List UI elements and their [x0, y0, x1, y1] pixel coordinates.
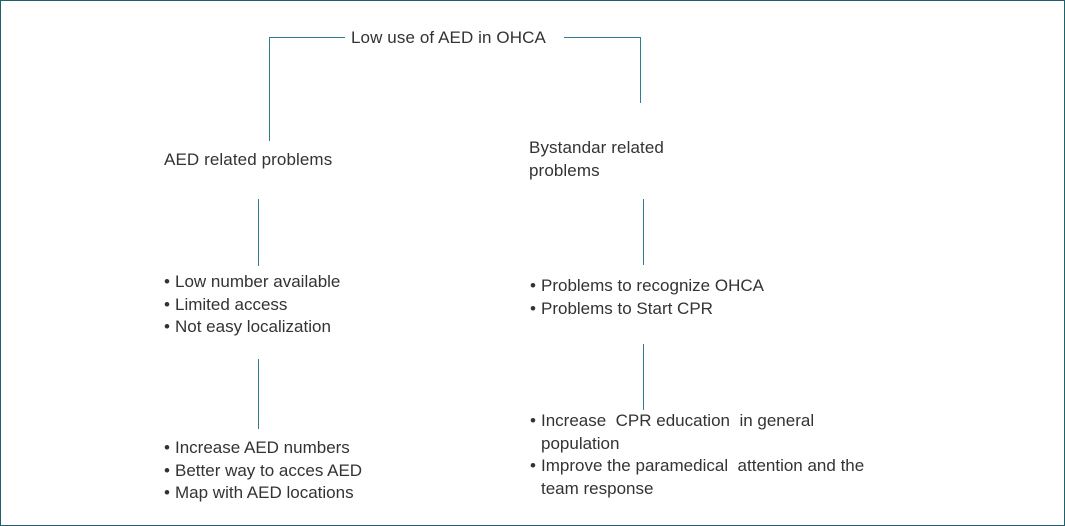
left-problem-3: Not easy localization: [175, 317, 331, 336]
bullet: •: [164, 483, 170, 502]
bullet: •: [530, 411, 536, 430]
connector-left-problems-to-solutions: [258, 359, 259, 429]
list-item: [164, 316, 340, 339]
root-title: Low use of AED in OHCA: [351, 28, 546, 47]
list-item: [164, 294, 340, 317]
right-solution-2-line1: Improve the paramedical attention and the: [541, 456, 865, 475]
right-solution-2-line2: team response: [541, 478, 654, 498]
left-solutions-list: [164, 437, 362, 505]
bullet: •: [530, 298, 536, 318]
connector-right-heading-to-problems: [643, 199, 644, 265]
list-item: [530, 455, 864, 500]
right-branch-heading-line2: problems: [529, 161, 600, 180]
left-solution-3: Map with AED locations: [175, 483, 354, 502]
left-problems-list: [164, 271, 340, 339]
list-item: [164, 271, 340, 294]
connector-top-right-vertical: [640, 37, 641, 103]
bullet: •: [164, 460, 170, 480]
connector-right-problems-to-solutions: [643, 344, 644, 410]
bullet: •: [164, 317, 170, 336]
left-branch-heading: AED related problems: [164, 150, 333, 169]
right-problem-1: Problems to recognize OHCA: [541, 276, 764, 295]
list-item: [530, 410, 864, 455]
list-item: [530, 275, 764, 298]
connector-left-heading-to-problems: [258, 199, 259, 266]
list-item: [164, 460, 362, 483]
right-solutions-list: [530, 410, 864, 500]
connector-top-left-horizontal: [269, 37, 345, 38]
right-problems-list: [530, 275, 764, 320]
connector-top-right-horizontal: [564, 37, 640, 38]
left-solution-2: Better way to acces AED: [175, 460, 363, 480]
right-problem-2: Problems to Start CPR: [541, 298, 713, 318]
bullet: •: [530, 456, 536, 475]
right-solution-1-line2: population: [541, 433, 620, 453]
bullet: •: [164, 272, 170, 291]
left-problem-2: Limited access: [175, 294, 288, 314]
left-problem-1: Low number available: [175, 272, 341, 291]
right-branch-heading-line1: Bystandar related: [529, 138, 664, 157]
right-solution-1-line1: Increase CPR education in general: [541, 411, 815, 430]
bullet: •: [164, 294, 170, 314]
connector-top-left-vertical: [269, 37, 270, 141]
list-item: [530, 298, 764, 321]
list-item: [164, 437, 362, 460]
bullet: •: [164, 438, 170, 457]
list-item: [164, 482, 362, 505]
bullet: •: [530, 276, 536, 295]
left-solution-1: Increase AED numbers: [175, 438, 350, 457]
